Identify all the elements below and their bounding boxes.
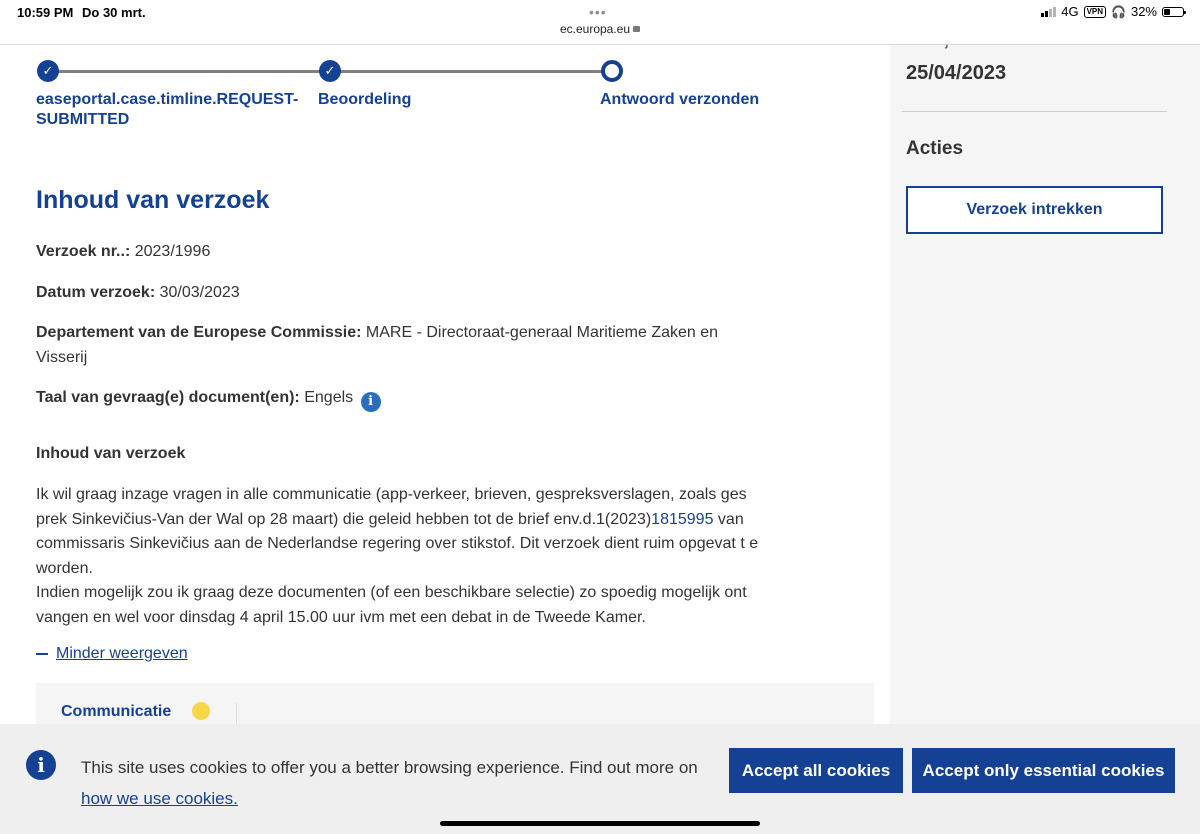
divider bbox=[902, 111, 1167, 112]
language-value: Engels bbox=[304, 389, 354, 406]
document-reference-link[interactable]: 1815995 bbox=[651, 510, 714, 528]
language-label: Taal van gevraag(e) document(en): bbox=[36, 389, 300, 406]
request-language bbox=[36, 385, 756, 412]
vpn-icon: VPN bbox=[1084, 6, 1106, 18]
status-indicators bbox=[1041, 4, 1184, 19]
status-date: Do 30 mrt. bbox=[82, 5, 146, 20]
url-text: ec.europa.eu bbox=[559, 22, 631, 36]
timeline-step-label: Beoordeling bbox=[318, 91, 412, 108]
request-date bbox=[36, 280, 756, 305]
actions-heading: Acties bbox=[906, 138, 964, 159]
timeline-connector bbox=[48, 70, 330, 73]
request-content bbox=[36, 483, 766, 630]
status-time: 10:59 PM bbox=[17, 5, 74, 20]
content-heading: Inhoud van verzoek bbox=[36, 445, 186, 462]
step-complete-check-icon: ✓ bbox=[37, 60, 59, 82]
home-indicator[interactable] bbox=[440, 821, 760, 826]
accept-essential-cookies-button[interactable]: Accept only essential cookies bbox=[912, 748, 1175, 793]
network-type: 4G bbox=[1061, 4, 1079, 19]
request-number-value: 2023/1996 bbox=[134, 243, 211, 260]
signal-icon bbox=[1041, 6, 1056, 17]
timeline-connector bbox=[330, 70, 612, 73]
sidebar bbox=[890, 44, 1200, 834]
step-complete-check-icon: ✓ bbox=[319, 60, 341, 82]
timeline-step-label: easeportal.case.timline.REQUEST-SUBMITTED bbox=[36, 91, 299, 128]
more-dots-icon[interactable]: ••• bbox=[589, 4, 607, 20]
headphones-icon: 🎧 bbox=[1111, 4, 1126, 19]
info-icon[interactable]: i bbox=[361, 392, 381, 412]
timeline-step-label: Antwoord verzonden bbox=[600, 91, 760, 108]
request-department bbox=[36, 320, 746, 370]
page-title: Inhoud van verzoek bbox=[36, 186, 270, 214]
cookie-banner bbox=[0, 724, 1200, 834]
cookie-text: This site uses cookies to offer you a better browsing experience. Find out more on bbox=[81, 758, 698, 777]
request-content-text: Ik wil graag inzage vragen in alle communicatie (app-verkeer, brieven, gespreksverslagen, zoals ges prek Sinkevičius-Van der Wal op 28 maart) die geleid hebben tot de brief env.d.1(2023) bbox=[36, 486, 747, 528]
info-icon: i bbox=[26, 750, 56, 780]
status-bar bbox=[0, 0, 1200, 45]
battery-percent: 32% bbox=[1130, 4, 1157, 19]
request-number-label: Verzoek nr..: bbox=[36, 243, 131, 260]
request-content-text: van commissaris Sinkevičius aan de Nederlandse regering over stikstof. Dit verzoek dient ruim opgevat t e worden. Indien mogelijk zou ik graag deze documenten (of een beschikbare selectie) zo spoedig mogelijk ont vangen en wel voor dinsdag 4 april 15.00 uur ivm met een debat in de Tweede Kamer. bbox=[36, 510, 759, 626]
request-date-label: Datum verzoek: bbox=[36, 284, 156, 301]
step-current-circle-icon bbox=[601, 60, 623, 82]
request-number bbox=[36, 239, 756, 264]
notification-dot-icon bbox=[192, 702, 210, 720]
cookie-message bbox=[81, 752, 701, 814]
cookie-policy-link[interactable]: how we use cookies. bbox=[81, 789, 238, 808]
main-content bbox=[0, 44, 890, 834]
address-bar[interactable] bbox=[0, 22, 1200, 36]
deadline-value: 25/04/2023 bbox=[906, 62, 1007, 84]
tab-communication[interactable]: Communicatie bbox=[61, 703, 172, 720]
request-date-value: 30/03/2023 bbox=[159, 284, 240, 301]
show-less-label: Minder weergeven bbox=[56, 645, 188, 662]
department-value: MARE - Directoraat-generaal Maritieme Zaken en Visserij bbox=[36, 324, 719, 366]
battery-icon bbox=[1162, 7, 1184, 17]
department-label: Departement van de Europese Commissie: bbox=[36, 324, 362, 341]
accept-all-cookies-button[interactable]: Accept all cookies bbox=[729, 748, 903, 793]
show-less-link[interactable] bbox=[36, 645, 188, 663]
lock-icon bbox=[633, 26, 640, 32]
withdraw-request-button[interactable]: Verzoek intrekken bbox=[906, 186, 1163, 234]
minus-icon bbox=[36, 653, 48, 655]
